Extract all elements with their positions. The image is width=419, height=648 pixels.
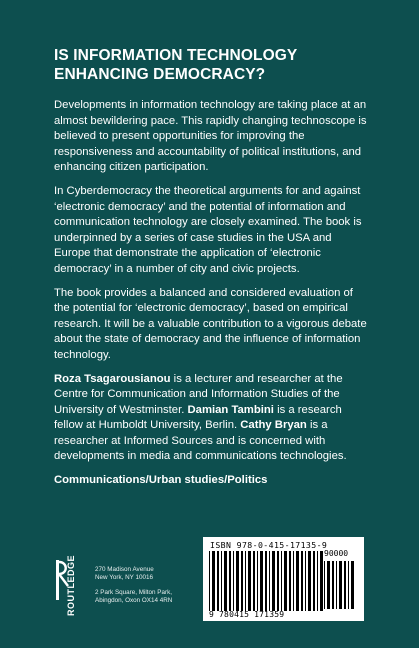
author-bio-2: is a research fellow at Humboldt University, Berlin. (54, 403, 342, 432)
author-name-1: Roza Tsagarousianou (54, 372, 171, 385)
blurb-paragraph-1: Developments in information technology are taking place at an almost bewildering pace. This rapidly changing technoscope is believed to present opportunities for improving the responsiveness and accountability of political institutions, and enhancing citizen participation. (54, 99, 367, 174)
barcode-bars (209, 551, 323, 611)
author-bios (54, 372, 370, 466)
price-code: 90000 (324, 549, 349, 558)
isbn-digits: 9 780415 171359 (209, 610, 285, 619)
address-uk-line-2: Abingdon, Oxon OX14 4RN (95, 597, 173, 604)
blurb (54, 98, 370, 489)
publisher-name: ROUTLEDGE (66, 554, 76, 616)
isbn-barcode (203, 537, 364, 621)
author-name-3: Cathy Bryan (240, 419, 307, 432)
publisher-logo (56, 554, 76, 618)
blurb-paragraph-2: In Cyberdemocracy the theoretical arguments for and against ‘electronic democracy’ and the potential of information and communication technology are closely examined. The book is underpinned by a series of case studies in the USA and Europe that demonstrate the application of ‘electronic democracy’ in a number of city and civic projects. (54, 184, 362, 275)
price-barcode-bars (324, 561, 358, 609)
cover-heading: IS INFORMATION TECHNOLOGY ENHANCING DEMOCRACY? (54, 47, 298, 83)
author-name-2: Damian Tambini (187, 403, 274, 416)
subject-category: Communications/Urban studies/Politics (54, 474, 268, 487)
address-us-line-2: New York, NY 10016 (95, 574, 153, 581)
address-uk-line-1: 2 Park Square, Milton Park, (95, 589, 172, 596)
blurb-paragraph-3: The book provides a balanced and considered evaluation of the potential for ‘electronic democracy’, based on empirical research. It will be a valuable contribution to a vigorous debate about the state of democracy and the influence of information technology. (54, 286, 367, 361)
publisher-address (95, 566, 215, 605)
author-bio-3: is a researcher at Informed Sources and is concerned with developments in media and communications technologies. (54, 419, 347, 463)
author-bio-1: is a lecturer and researcher at the Centre for Communication and Information Studies of the University of Westminster. (54, 372, 343, 416)
isbn-label: ISBN 978-0-415-17135-9 (210, 540, 328, 550)
address-us-line-1: 270 Madison Avenue (95, 566, 154, 573)
